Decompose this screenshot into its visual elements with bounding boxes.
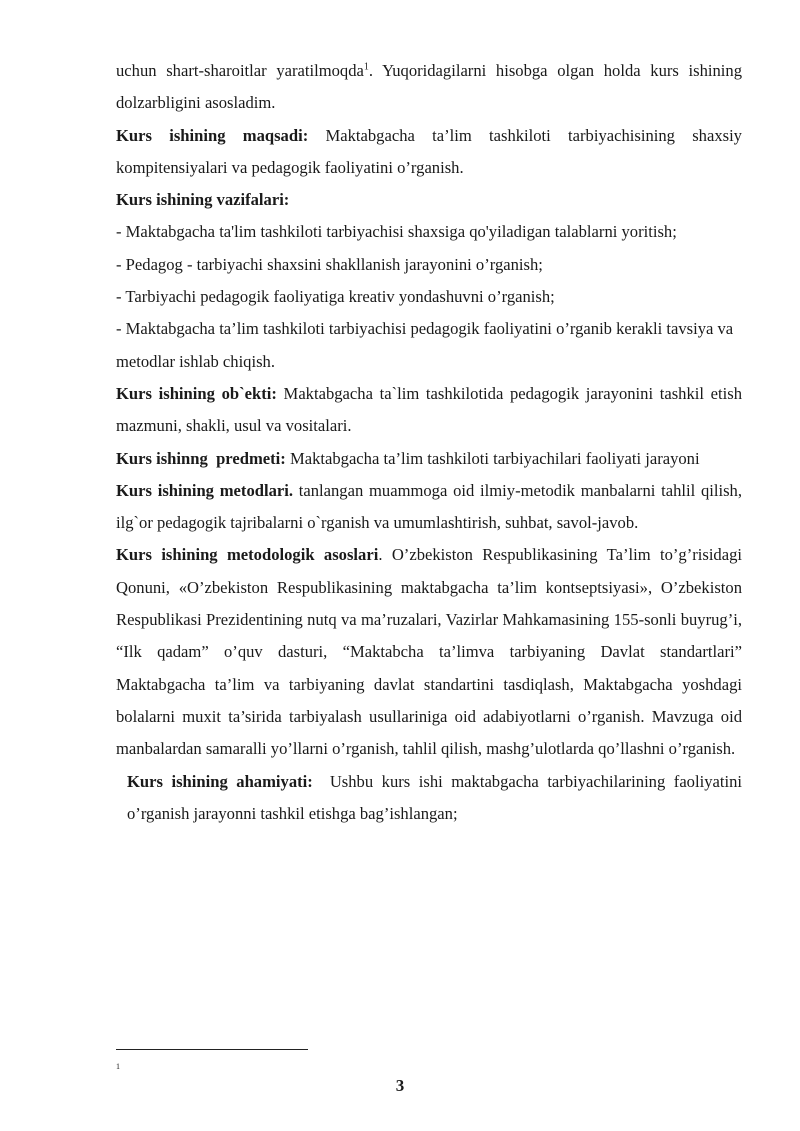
methodology-paragraph (116, 539, 742, 765)
intro-text-a: uchun shart-sharoitlar yaratilmoqda (116, 61, 364, 80)
intro-paragraph (116, 55, 742, 120)
footnote (116, 1062, 120, 1072)
goal-text: Maktabgacha ta’lim tashkiloti tarbiyachisining shaxsiy kompitensiyalari va pedagogik faoliyatini o’rganish. (116, 125, 742, 177)
object-text: Maktabgacha ta`lim tashkilotida pedagogik jarayonini tashkil etish mazmuni, shakli, usul va vositalari. (116, 383, 742, 436)
intro-text-b: . Yuqoridagilarni hisobga olgan holda kurs ishining dolzarbligini asosladim. (116, 61, 742, 113)
task-item: - Pedagog - tarbiyachi shaxsini shakllanish jarayonini o’rganish; (116, 254, 543, 274)
footnote-separator (116, 1049, 308, 1050)
subject-label: Kurs ishinng predmeti: (116, 448, 286, 468)
footnote-reference[interactable]: 1 (363, 61, 369, 73)
task-item: - Maktabgacha ta’lim tashkiloti tarbiyachisi pedagogik faoliyatini o’rganib kerakli tavsiya va metodlar ishlab chiqish. (116, 319, 734, 371)
methods-text: tanlangan muammoga oid ilmiy-metodik manbalarni tahlil qilish, ilg`or pedagogik tajribalarni o`rganish va umumlashtirish, suhbat, savol-javob. (116, 480, 742, 533)
page-body (116, 55, 747, 830)
subject-text: Maktabgacha ta’lim tashkiloti tarbiyachilari faoliyati jarayoni (285, 448, 700, 468)
significance-label: Kurs ishining ahamiyati: (127, 771, 313, 791)
significance-paragraph (127, 766, 747, 831)
object-paragraph (116, 378, 742, 443)
methods-paragraph (116, 475, 742, 540)
subject-paragraph (116, 443, 742, 475)
page-number: 3 (395, 1076, 405, 1095)
object-label: Kurs ishining ob`ekti: (116, 383, 277, 403)
methodology-label: Kurs ishining metodologik asoslari (116, 545, 379, 565)
significance-text: Ushbu kurs ishi maktabgacha tarbiyachilarining faoliyatini o’rganish jarayonni tashkil etishga bag’ishlangan; (127, 771, 747, 823)
goal-paragraph (116, 120, 742, 185)
methods-label: Kurs ishining metodlari. (116, 480, 293, 500)
goal-label: Kurs ishining maqsadi: (116, 125, 309, 145)
tasks-heading: Kurs ishining vazifalari: (116, 190, 290, 210)
footnote-marker: 1 (116, 1062, 120, 1071)
task-item: - Maktabgacha ta'lim tashkiloti tarbiyachisi shaxsiga qo'yiladigan talablarni yoritish; (116, 222, 677, 242)
task-item: - Tarbiyachi pedagogik faoliyatiga kreativ yondashuvni o’rganish; (116, 287, 555, 307)
methodology-text: . O’zbekiston Respublikasining Ta’lim to’g’risidagi Qonuni, «O’zbekiston Respublikasining maktabgacha ta’lim kontseptsiyasi», O’zbekiston Respublikasi Prezidentining nutq va ma’ruzalari, Vazirlar Mahkamasining 155-sonli buyrug’i, “Ilk qadam” o’quv dasturi, “Maktabcha ta’limva tarbiyaning Davlat standartlari” Maktabgacha ta’lim va tarbiyaning davlat standartini tasdiqlash, Maktabgacha yoshdagi bolalarni muxit ta’sirida tarbiyalash usullariniga oid adabiyotlarni o’rganish. Mavzuga oid manbalardan samaralli yo’llarni o’rganish, tahlil qilish, mashg’ulotlarda qo’llashni o’rganish. (116, 545, 742, 759)
